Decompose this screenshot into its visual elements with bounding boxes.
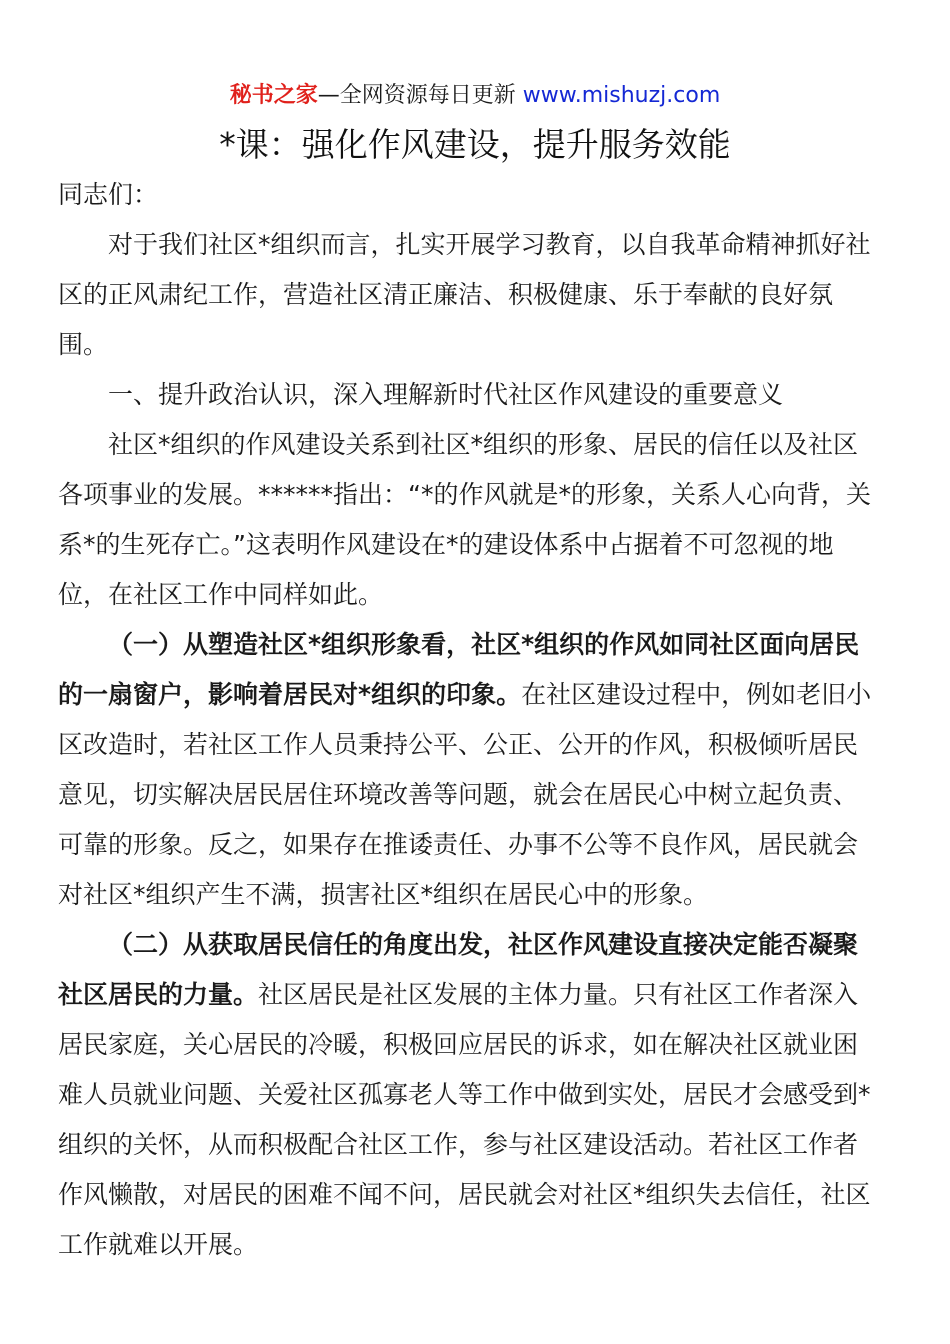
document-title: *课：强化作风建设，提升服务效能 (219, 125, 731, 164)
point-1-paragraph (58, 620, 878, 920)
document-body (58, 170, 878, 1270)
greeting: 同志们： (58, 180, 159, 209)
site-header (0, 80, 950, 112)
site-link[interactable]: www.mishuzj.com (522, 83, 721, 108)
section-heading: 一、提升政治认识，深入理解新时代社区作风建设的重要意义 (108, 380, 784, 409)
point-2-text: 社区居民是社区发展的主体力量。只有社区工作者深入居民家庭，关心居民的冷暖，积极回应居民的诉求，如在解决社区就业困难人员就业问题、关爱社区孤寡老人等工作中做到实处，居民才会感受到*组织的关怀，从而积极配合社区工作，参与社区建设活动。若社区工作者作风懒散，对居民的困难不闻不问，居民就会对社区*组织失去信任，社区工作就难以开展。 (58, 980, 871, 1259)
point-1-text: 在社区建设过程中，例如老旧小区改造时，若社区工作人员秉持公平、公正、公开的作风，积极倾听居民意见，切实解决居民居住环境改善等问题，就会在居民心中树立起负责、可靠的形象。反之，如果存在推诿责任、办事不公等不良作风，居民就会对社区*组织产生不满，损害社区*组织在居民心中的形象。 (58, 680, 872, 909)
intro-paragraph: 对于我们社区*组织而言，扎实开展学习教育，以自我革命精神抓好社区的正风肃纪工作，营造社区清正廉洁、积极健康、乐于奉献的良好氛围。 (58, 230, 871, 359)
brand-name: 秘书之家 (229, 83, 318, 108)
point-2-paragraph (58, 920, 878, 1270)
header-tagline: —全网资源每日更新 (317, 83, 523, 108)
point-2-lead: （二）从获取居民信任的角度出发，社区作风建设直接决定能否凝聚社区居民的力量。 (58, 930, 859, 1009)
point-1-lead: （一）从塑造社区*组织形象看，社区*组织的作风如同社区面向居民的一扇窗户，影响着居民对*组织的印象。 (58, 630, 860, 709)
section-paragraph: 社区*组织的作风建设关系到社区*组织的形象、居民的信任以及社区各项事业的发展。******指出：“*的作风就是*的形象，关系人心向背，关系*的生死存亡。”这表明作风建设在*的建设体系中占据着不可忽视的地位，在社区工作中同样如此。 (58, 430, 871, 609)
